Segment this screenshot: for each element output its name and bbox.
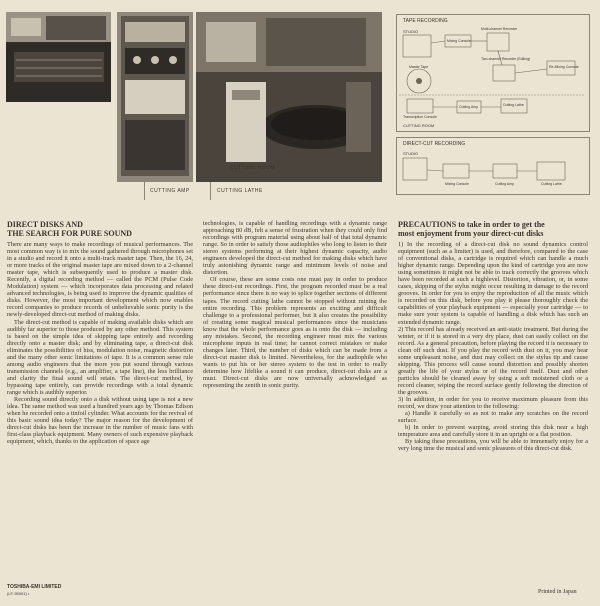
article-paragraph: technologies, is capable of handling recordings with a dynamic range approaching 80 dB, felt a sense of frustration when they could only find recordings with program material using about half of that total dynamic range. So in order to satisfy those audiophiles who long to listen to their stereo systems performing at their highest dynamic capacity, audio engineers developed the direct-cut method for making disks which have truly astonishing dynamic range and minimum levels of noise and distortion. (203, 220, 387, 277)
cutting-amp-caption: CUTTING AMP (150, 188, 190, 194)
precaution-item: 3) In addition, in order for you to receive maximum pleasure from this record, we draw your attention to the following: (398, 396, 588, 411)
printed-in-japan: Printed in Japan (538, 589, 577, 595)
article-paragraph: The direct-cut method is capable of making available disks which are audibly far superior to those produced by any other method. This system is based on the simple idea of skipping tape entirely and recording directly onto a master disk; and by eliminating tape, a direct-cut disk eliminates the possibilities of hiss, modulation noise, magnetic distortion and the many other sonic limitations of tape. It is a common sense rule among audio engineers that the more you put sound through various transmission channels (e.g., an amplifier, a tape line), the less brilliance and clarity the final sound will retain. The direct-cut method, by bypassing tape entirely, can provide recordings with a total dynamic range which is audibly superior. (7, 318, 193, 396)
precaution-subitem: a) Handle it carefully so as not to make any scratches on the record surface. (398, 410, 588, 425)
cutting-lathe-caption: CUTTING LATHE (217, 188, 263, 194)
direct-cut-diagram (396, 137, 590, 195)
remixing-label: Re-Mixing Console (549, 65, 579, 69)
precautions-heading-line1: PRECAUTIONS to take in order to get the (398, 220, 545, 229)
caption-rule (144, 182, 145, 200)
cutting-lathe-photo (196, 12, 382, 182)
cutting-room-label: CUTTING ROOM (403, 123, 435, 128)
direct-amp-label: Cutting Amp (495, 182, 515, 186)
article-paragraph: There are many ways to make recordings of musical performances. The most common way is to mix the sound gathered through microphones set in a studio and record it onto a multi-track master tape. Then, the 16, 24, or more tracks of the original master tape are mixed down to a 2-channel master tape, which is subsequently used to produce a master disk. Recently, a digital recording method — called the PCM (Pulse Code Modulation) system — which incorporates data processing and related advanced technologies, is being used to improve the dynamic qualities of disks. However, the most important development which now enables record companies to produce records of unbelievable sonic purity is the newly-developed direct-cut method of making disks. (7, 241, 193, 319)
tape-recording-diagram (396, 14, 590, 132)
article-column-1 (7, 241, 193, 445)
two-channel-label: Two-channel Recorder (Editing) (481, 57, 531, 61)
cutting-lathe-label: Cutting Lathe (503, 103, 524, 107)
cutting-room-caption: CUTTING ROOM (230, 165, 276, 171)
direct-diagram-title: DIRECT-CUT RECORDING (403, 141, 466, 147)
multichannel-label: Multi-channel Recorder (481, 27, 518, 31)
direct-studio-label: STUDIO (403, 151, 419, 156)
direct-mixing-label: Mixing Console (445, 182, 469, 186)
cutting-amp-photo (117, 12, 193, 182)
article-paragraph: Recording sound directly onto a disk without using tape is not a new idea. The same method was used a hundred years ago by Thomas Edison when he recorded onto a tinfoil cylinder. What accounts for the revival of this basic sound idea today? The major reason for the development of direct-cut disks has been the increase in the number of music fans with first-class playback equipment. Many owners of such expensive playback equipment, which, thanks to the application of space age (7, 396, 193, 446)
article-heading-line2: THE SEARCH FOR PURE SOUND (7, 229, 132, 238)
precautions-heading-line2: most enjoyment from your direct-cut disks (398, 229, 544, 238)
control-room-photo (6, 12, 111, 102)
precaution-item: 2) This record has already received an anti-static treatment. But during the winter, or if it is stored in a very dry place, dust can easily collect on the record. As a general precaution, before playing the record it is necessary to clean off such dust. If you play the record with dust on it, you may hear some unpleasant noise, and dust may collect on the stylus tip and cause skipping. This process will cause sound distortion and possibly shorten greatly the life of your stylus or of the record itself. Dust and other particles should be cleaned away by using a soft moistened cloth or a record cleaner, wiping the record surface gently following the direction of the grooves. (398, 325, 588, 396)
transcription-label: Transcription Console (403, 115, 437, 119)
article-heading (7, 220, 132, 238)
tape-diagram-title: TAPE RECORDING (403, 18, 448, 24)
catalog-number: (LF-95001) • (7, 591, 30, 596)
master-tape-label: Master Tape (409, 65, 429, 69)
cutting-amp-label: Cutting Amp (459, 105, 479, 109)
article-column-2 (203, 220, 387, 389)
precautions-heading (398, 220, 545, 238)
caption-rule (210, 182, 211, 200)
studio-label: STUDIO (403, 29, 419, 34)
tape-diagram-art (397, 15, 589, 131)
precaution-subitem: b) In order to prevent warping, avoid storing this disk near a high temperature area and carefully store it in an upright or a flat position. (398, 424, 588, 439)
mixing-console-label: Mixing Console (447, 39, 471, 43)
precautions-column (398, 241, 588, 452)
article-paragraph: Of course, these are some costs one must pay in order to produce these direct-cut recordings. First, the program recorded must be a real performance since there is no way to splice together sections of different tapes. The record cutting lathe cannot be stopped without ruining the entire recording. This problem represents an exciting and difficult challenge to a professional performer, but it also creates the possibility of creating some magical musical performances since the musicians know that the whole performance goes as is onto the disk — including any mistakes. Second, the recording engineer must mix the various microphone inputs in real time; he cannot correct mistakes or make changes later. Third, the number of disks which can be made from a direct-cut master disk is limited. Nevertheless, for the audiophile who wants to put his or her stereo system to the test in order to really determine how lifelike a sound it can produce, direct-cut disks are a must. Direct-cut disks are now universally acknowledged as representing the zenith in sonic purity. (203, 276, 387, 390)
company-name: TOSHIBA-EMI LIMITED (7, 584, 62, 590)
direct-lathe-label: Cutting Lathe (541, 182, 562, 186)
precaution-item: 1) In the recording of a direct-cut disk no sound dynamics control equipment (such as a limiter) is used, and therefore, compared to the case of conventional disks, a cartridge is required which can handle a much higher dynamic range. Depending upon the kind of cartridge you are now using sometimes it might not be able to track correctly the grooves which have been recorded at such a highlevel. Distortion, vibration, or, in some cases, skipping of the stylus might occur resulting in damage to the record grooves. In order for you to enjoy the reproduction of all the music which is recorded on this disk, before you play it please thoroughly check the capabilities of your playback equipment — especially your cartridge — to make sure your system is capable of handling a disk which has such an extended dynamic range. (398, 241, 588, 326)
article-heading-line1: DIRECT DISKS AND (7, 220, 83, 229)
precaution-closing: By taking these precautions, you will be able to immensely enjoy for a very long time the musical and sonic pleasures of this direct-cut disk. (398, 438, 588, 453)
